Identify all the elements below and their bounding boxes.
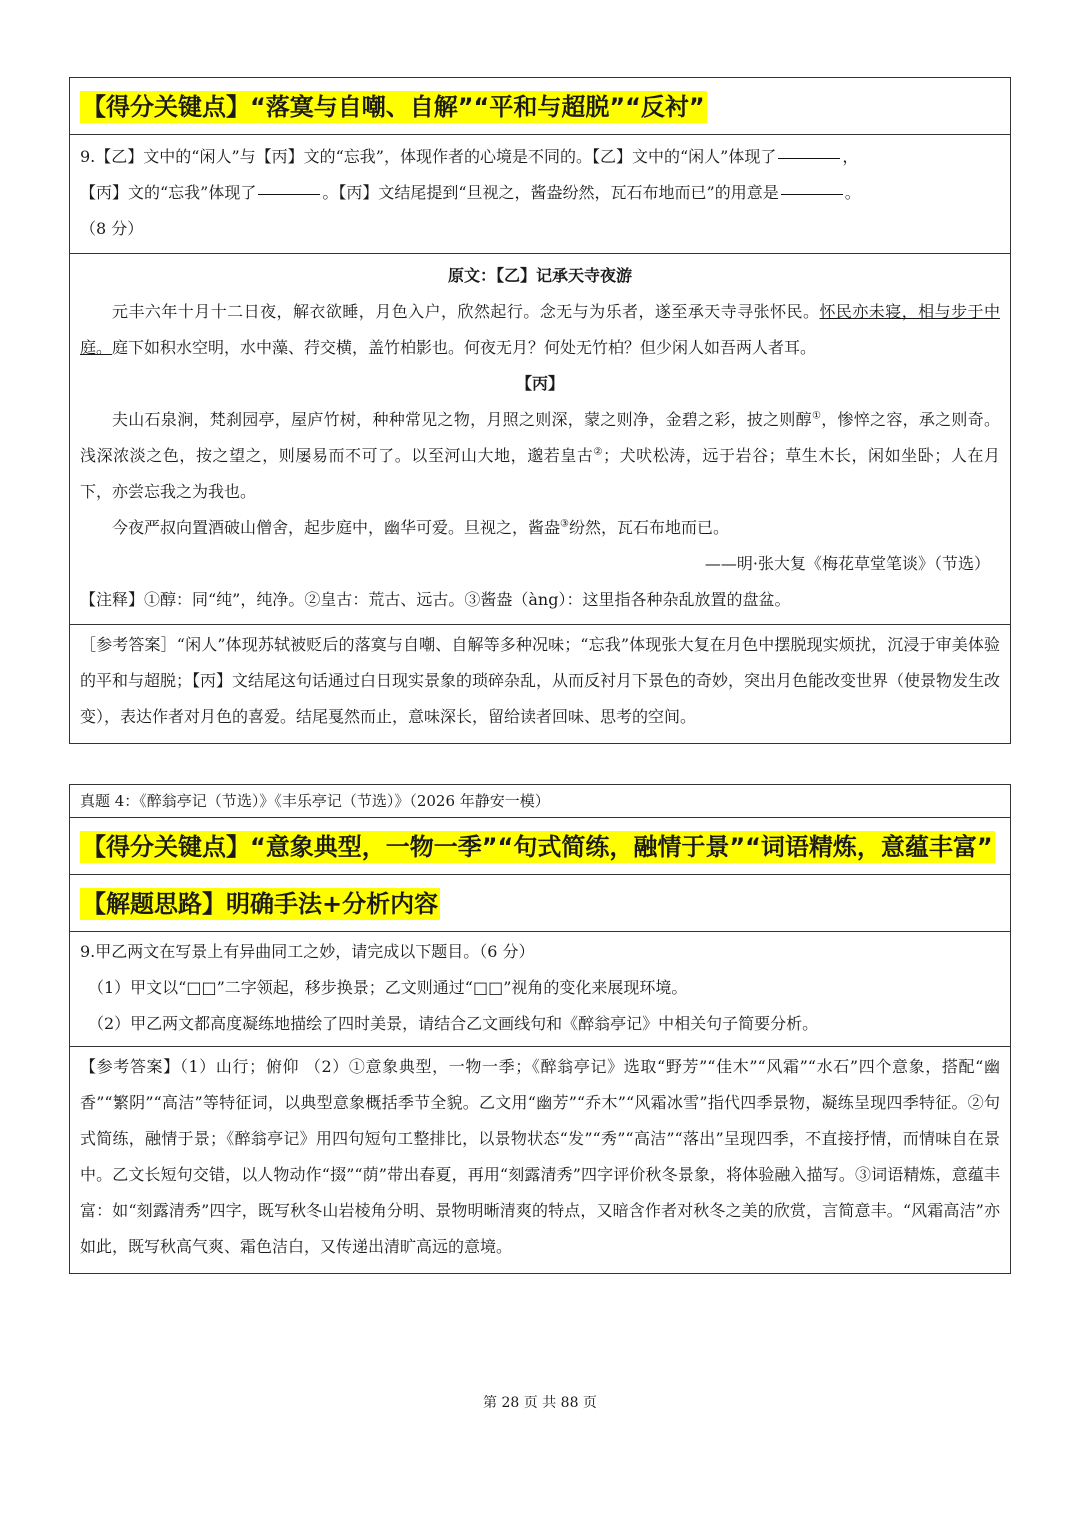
bing-text: 纷然，瓦石布地而已。 [568, 518, 729, 537]
approach-row [70, 875, 1010, 932]
source-citation: ——明·张大复《梅花草堂笔谈》（节选） [704, 554, 990, 573]
approach-highlight: 【解题思路】明确手法+分析内容 [82, 890, 439, 918]
answer-blank [258, 193, 320, 195]
heading-yi: 原文：【乙】记承天寺夜游 [447, 266, 632, 285]
note-marker: ③ [560, 518, 569, 530]
key-points-highlight-2: 【得分关键点】“意象典型，一物一季”“句式简练，融情于景”“词语精炼，意蕴丰富” [82, 833, 993, 861]
question-text: 。【丙】文结尾提到“旦视之，酱盎纷然，瓦石布地而已”的用意是 [322, 183, 779, 202]
reference-answer-row: ［参考答案］“闲人”体现苏轼被贬后的落寞与自嘲、自解等多种况味；“忘我”体现张大复在月色中摆脱现实烦扰，沉浸于审美体验的平和与超脱；【丙】文结尾这句话通过白日现实景象的琐碎杂乱，从而反衬月下景色的奇妙，突出月色能改变世界（使景物发生改变），表达作者对月色的喜爱。结尾戛然而止，意味深长，留给读者回味、思考的空间。 [80, 635, 1001, 726]
yi-paragraph [80, 294, 1000, 366]
yi-underlined-text: 怀民亦未寝，相与步于中庭。 [80, 302, 1000, 357]
exam-title: 真题 4：《醉翁亭记（节选）》《丰乐亭记（节选）》（2026 年静安一模） [70, 785, 1010, 818]
yi-text: 庭下如积水空明，水中藻、荇交横，盖竹柏影也。何夜无月？何处无竹柏？但少闲人如吾两人者耳。 [112, 338, 817, 357]
question-9-row [70, 135, 1010, 254]
answer-blank [781, 193, 843, 195]
bing-text: ；犬吠松涛，远于岩谷；草生木长，闲如坐卧；人在月下，亦尝忘我之为我也。 [80, 446, 1000, 501]
question-score: （8 分） [80, 219, 144, 238]
page-footer: 第 28 页 共 88 页 [483, 1395, 597, 1411]
reference-answer-row-2: 【参考答案】（1）山行；俯仰 （2）①意象典型，一物一季；《醉翁亭记》选取“野芳”“佳木”“风霜”“水石”四个意象，搭配“幽香”“繁阴”“高洁”等特征词，以典型意象概括季节全貌。乙文用“幽芳”“乔木”“风霜冰雪”指代四季景物，凝练呈现四季特征。②句式简练，融情于景；《醉翁亭记》用四句短句工整排比，以景物状态“发”“秀”“高洁”“落出”呈现四季，不直接抒情，而情味自在景中。乙文长短句交错，以人物动作“掇”“荫”带出春夏，再用“刻露清秀”四字评价秋冬景象，将体验融入描写。③词语精炼，意蕴丰富：如“刻露清秀”四字，既写秋冬山岩棱角分明、景物明晰清爽的特点，又暗含作者对秋冬之美的欣赏，言简意丰。“风霜高洁”亦如此，既写秋高气爽、霜色洁白，又传递出清旷高远的意境。 [80, 1057, 1000, 1256]
note-marker: ① [811, 410, 822, 422]
bing-text: 夫山石泉涧，梵刹园亭，屋庐竹树，种种常见之物，月照之则深，蒙之则净，金碧之彩，披之则醇 [112, 410, 812, 429]
heading-bing: 【丙】 [515, 374, 564, 393]
question-text: 9.【乙】文中的“闲人”与【丙】文的“忘我”，体现作者的心境是不同的。【乙】文中的“闲人”体现了 [80, 147, 777, 166]
key-points-highlight: 【得分关键点】“落寞与自嘲、自解”“平和与超脱”“反衬” [82, 93, 705, 121]
answer-blank [778, 157, 840, 159]
annotation-notes: 【注释】①醇：同“纯”，纯净。②皇古：荒古、远古。③酱盎（àng）：这里指各种杂乱放置的盘盆。 [80, 590, 791, 609]
question-block-1 [69, 77, 1011, 744]
yi-text: 元丰六年十月十二日夜，解衣欲睡，月色入户，欣然起行。念无与为乐者，遂至承天寺寻张怀民。 [112, 302, 820, 321]
question-block-2 [69, 784, 1011, 1274]
question-sub-1: （1）甲文以“□□”二字领起，移步换景；乙文则通过“□□”视角的变化来展现环境。 [88, 978, 688, 997]
question-text: 【丙】文的“忘我”体现了 [80, 183, 257, 202]
bing-paragraph-2 [80, 510, 1000, 546]
bing-text: 今夜严叔向置酒破山僧舍，起步庭中，幽华可爱。旦视之，酱盎 [112, 518, 561, 537]
question-text: ， [842, 147, 859, 166]
question-main: 9.甲乙两文在写景上有异曲同工之妙，请完成以下题目。（6 分） [80, 942, 535, 961]
bing-paragraph-1 [80, 402, 1000, 510]
question-text: 。 [844, 183, 861, 202]
note-marker: ② [593, 446, 604, 458]
question-sub-2: （2）甲乙两文都高度凝练地描绘了四时美景，请结合乙文画线句和《醉翁亭记》中相关句子简要分析。 [88, 1014, 819, 1033]
key-points-row-2 [70, 818, 1010, 875]
original-text-row [70, 254, 1010, 625]
key-points-row [70, 78, 1010, 135]
bing-text: ，惨悴之容，承之则奇。浅深浓淡之色，按之望之，则屡易而不可了。以至河山大地，邈若皇古 [80, 410, 1000, 465]
question-9b-row [70, 932, 1010, 1047]
